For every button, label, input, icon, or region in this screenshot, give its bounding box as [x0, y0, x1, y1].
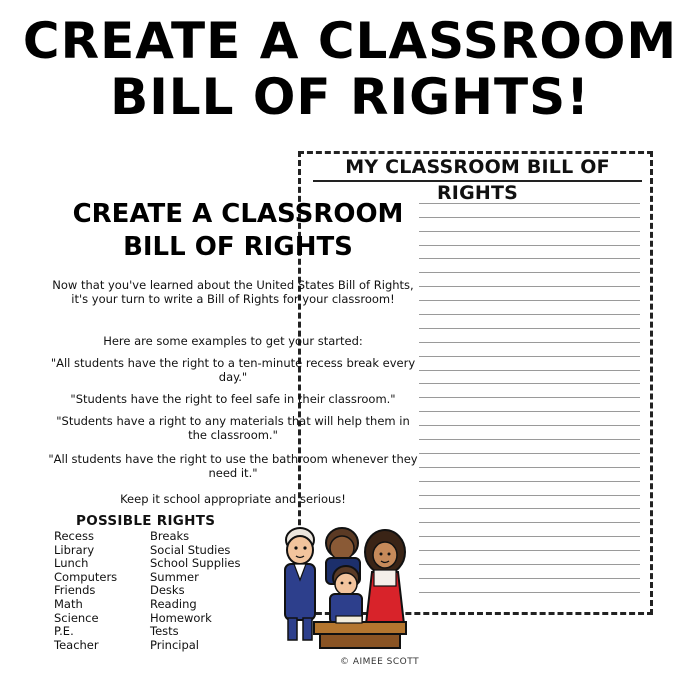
right-item: Desks — [150, 583, 185, 598]
writing-line[interactable] — [419, 565, 640, 579]
instructions-title-line-2: BILL OF RIGHTS — [123, 232, 353, 262]
possible-rights-title: POSSIBLE RIGHTS — [76, 513, 216, 529]
closing-note: Keep it school appropriate and serious! — [120, 492, 346, 506]
right-item: Tests — [150, 624, 179, 639]
writing-line[interactable] — [419, 315, 640, 329]
right-item: Recess — [54, 529, 94, 543]
right-item: Science — [54, 610, 99, 625]
right-item: Library — [54, 542, 95, 557]
right-item: Computers — [54, 569, 118, 584]
writing-line[interactable] — [419, 232, 640, 246]
right-item: Friends — [54, 583, 96, 598]
figure-front-center — [330, 566, 362, 624]
writing-line[interactable] — [419, 454, 640, 468]
right-item: Social Studies — [150, 542, 231, 557]
writing-line[interactable] — [419, 440, 640, 454]
writing-line[interactable] — [419, 218, 640, 232]
figure-right — [365, 530, 405, 624]
worksheet-title: MY CLASSROOM BILL OF RIGHTS — [313, 154, 642, 182]
writing-line[interactable] — [419, 496, 640, 510]
example-4: "All students have the right to use the bathroom whenever they need it." — [48, 452, 418, 480]
writing-line[interactable] — [419, 482, 640, 496]
writing-line[interactable] — [419, 412, 640, 426]
writing-line[interactable] — [419, 190, 640, 204]
right-item: Principal — [150, 637, 200, 652]
right-item: Reading — [150, 596, 197, 611]
founding-fathers-clipart — [276, 526, 418, 652]
writing-line[interactable] — [419, 398, 640, 412]
possible-rights-column-2 — [150, 530, 240, 652]
writing-line[interactable] — [419, 523, 640, 537]
writing-line[interactable] — [419, 301, 640, 315]
right-item: Summer — [150, 569, 199, 584]
main-title-line-2: BILL OF RIGHTS! — [110, 68, 590, 126]
writing-line[interactable] — [419, 579, 640, 593]
right-item: Breaks — [150, 529, 190, 543]
writing-line[interactable] — [419, 551, 640, 565]
example-3: "Students have a right to any materials that will help them in the classroom." — [56, 414, 410, 442]
right-item: Math — [54, 596, 83, 611]
writing-line[interactable] — [419, 343, 640, 357]
possible-rights-column-1 — [54, 530, 117, 652]
writing-line[interactable] — [419, 468, 640, 482]
writing-line[interactable] — [419, 537, 640, 551]
right-item: Homework — [150, 610, 212, 625]
examples-intro: Here are some examples to get your started: — [103, 334, 363, 348]
right-item: Teacher — [54, 637, 99, 652]
writing-line[interactable] — [419, 509, 640, 523]
writing-lines — [419, 190, 640, 593]
example-2: "Students have the right to feel safe in their classroom." — [70, 392, 396, 406]
writing-line[interactable] — [419, 371, 640, 385]
writing-line[interactable] — [419, 426, 640, 440]
writing-line[interactable] — [419, 246, 640, 260]
figure-left — [285, 528, 315, 640]
writing-line[interactable] — [419, 287, 640, 301]
writing-line[interactable] — [419, 384, 640, 398]
writing-line[interactable] — [419, 273, 640, 287]
instructions-title-line-1: CREATE A CLASSROOM — [72, 199, 404, 229]
right-item: P.E. — [54, 624, 74, 639]
copyright-credit: © AIMEE SCOTT — [340, 657, 420, 667]
writing-line[interactable] — [419, 204, 640, 218]
writing-line[interactable] — [419, 357, 640, 371]
writing-line[interactable] — [419, 329, 640, 343]
main-title-line-1: CREATE A CLASSROOM — [22, 12, 678, 70]
right-item: School Supplies — [150, 556, 241, 571]
writing-line[interactable] — [419, 259, 640, 273]
example-1: "All students have the right to a ten-minute recess break every day." — [50, 356, 416, 384]
right-item: Lunch — [54, 556, 89, 571]
intro-paragraph: Now that you've learned about the United States Bill of Rights, it's your turn to write a Bill of Rights for your classroom! — [52, 278, 414, 306]
